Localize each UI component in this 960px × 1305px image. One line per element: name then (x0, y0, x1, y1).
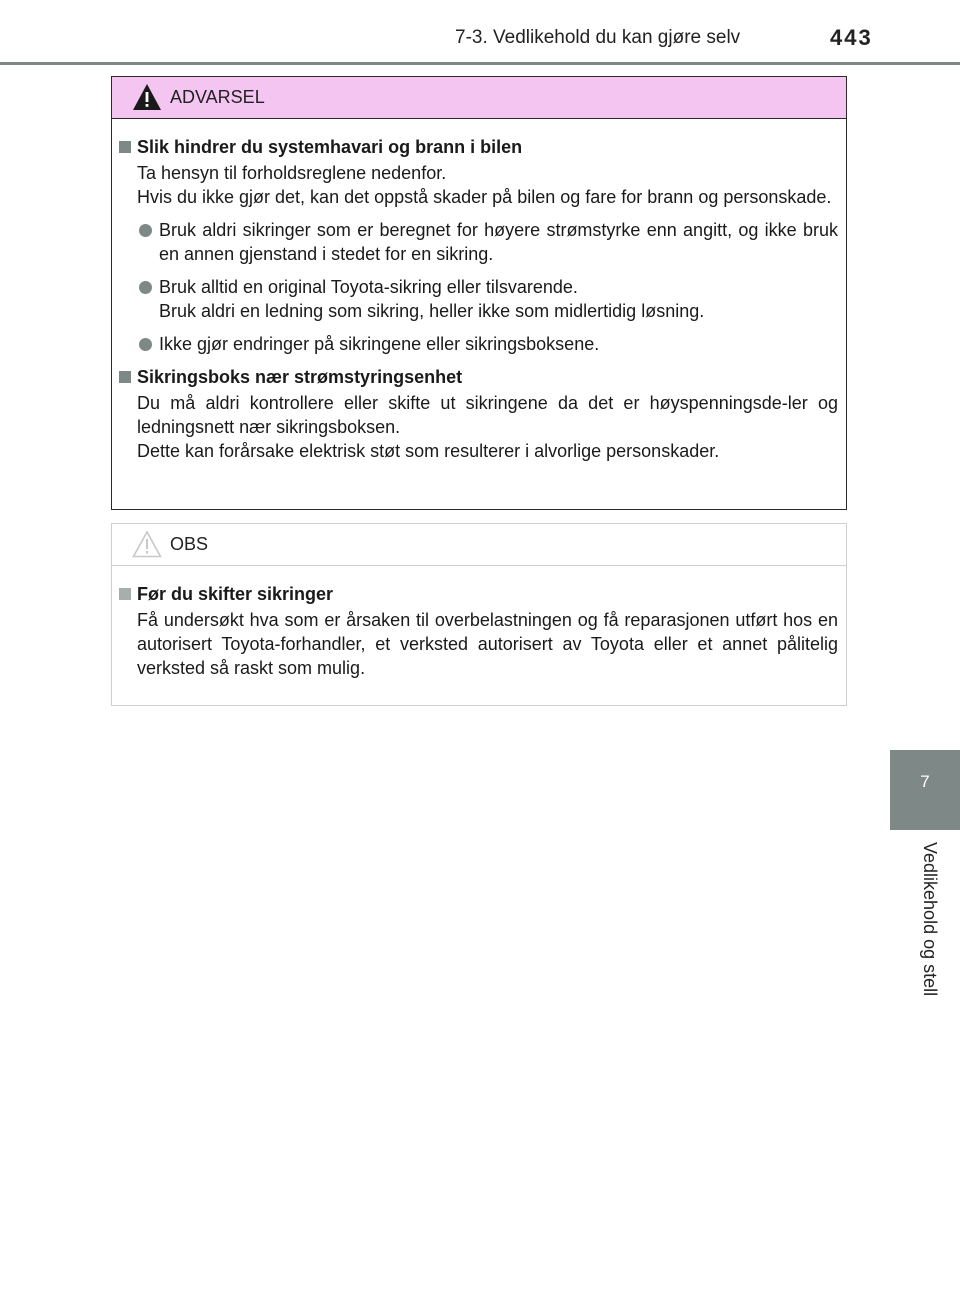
square-bullet-icon (119, 588, 131, 600)
warning-label: ADVARSEL (170, 87, 265, 107)
warning-text-3: Du må aldri kontrollere eller skifte ut sikringene da det er høyspenningsde-ler og ledningsnett nær sikringsboksen. (137, 393, 838, 437)
notice-header (112, 524, 846, 566)
list-item: Bruk alltid en original Toyota-sikring eller tilsvarende. Bruk aldri en ledning som sikring, heller ikke som midlertidig løsning. (119, 275, 838, 323)
header-rule (0, 62, 960, 65)
warning-heading-1: Slik hindrer du systemhavari og brann i bilen (119, 135, 838, 159)
notice-heading: Før du skifter sikringer (119, 582, 838, 606)
square-bullet-icon (119, 371, 131, 383)
list-item: Bruk aldri sikringer som er beregnet for høyere strømstyrke enn angitt, og ikke bruk en annen gjenstand i stedet for en sikring. (119, 218, 838, 266)
warning-box (111, 76, 847, 510)
warning-header (112, 77, 846, 119)
header-title: 7-3. Vedlikehold du kan gjøre selv (455, 27, 741, 48)
warning-text-1: Ta hensyn til forholdsreglene nedenfor. (137, 163, 447, 183)
round-bullet-icon (139, 338, 152, 351)
chapter-tab (890, 750, 960, 830)
chapter-number: 7 (920, 772, 930, 791)
square-bullet-icon (119, 141, 131, 153)
warning-text-4: Dette kan forårsake elektrisk støt som resulterer i alvorlige personskader. (137, 441, 720, 461)
list-item: Ikke gjør endringer på sikringene eller sikringsboksene. (119, 332, 838, 356)
page-number: 443 (830, 25, 873, 50)
notice-body (112, 566, 846, 680)
round-bullet-icon (139, 281, 152, 294)
chapter-label: Vedlikehold og stell (920, 842, 940, 997)
notice-box (111, 523, 847, 706)
notice-text: Få undersøkt hva som er årsaken til overbelastningen og få reparasjonen utført hos en autorisert Toyota-forhandler, et verksted autorisert av Toyota eller et annet pålitelig verksted så raskt som mulig. (137, 610, 838, 678)
warning-body (112, 119, 846, 463)
warning-heading-2: Sikringsboks nær strømstyringsenhet (119, 365, 838, 389)
notice-label: OBS (170, 534, 209, 554)
caution-triangle-icon (132, 530, 162, 558)
round-bullet-icon (139, 224, 152, 237)
warning-text-2: Hvis du ikke gjør det, kan det oppstå skader på bilen og fare for brann og personskade. (137, 187, 832, 207)
warning-triangle-icon (132, 83, 162, 111)
